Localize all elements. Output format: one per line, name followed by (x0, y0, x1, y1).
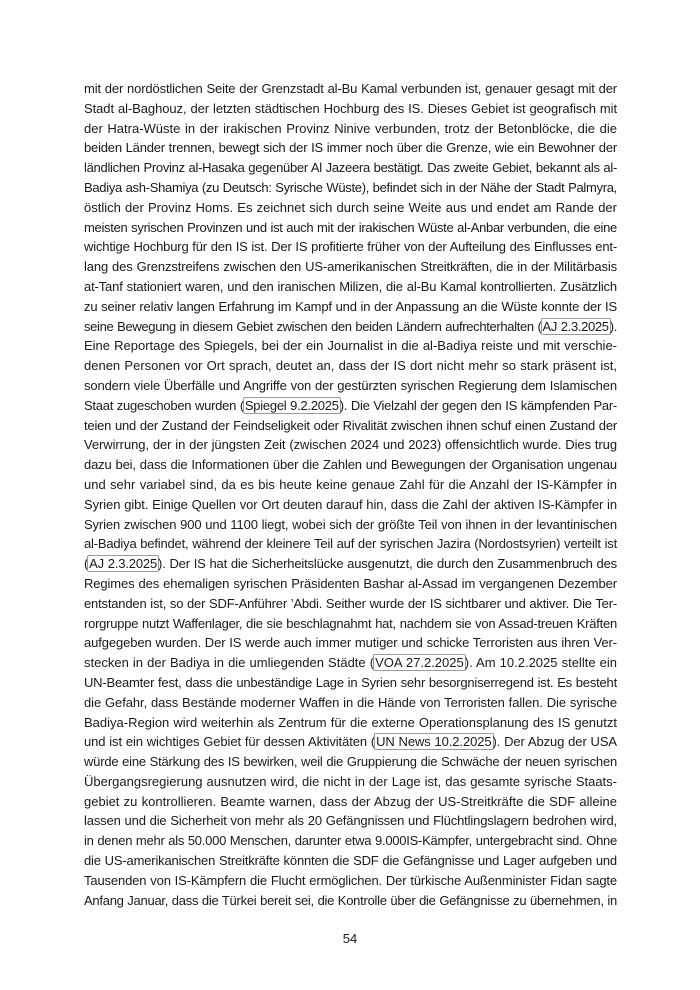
text-line (84, 653, 617, 673)
text-line (84, 732, 617, 752)
text-line: Anfang Januar, dass die Türkei bereit sei, die Kontrolle über die Gefängnisse zu übernehmen, in (84, 892, 617, 908)
text-line: Regimes des ehemaligen syrischen Präsidenten Bashar al-Assad im vergangenen Dezember (84, 575, 617, 591)
text-line: Übergangsregierung ausnutzen wird, die nicht in der Lage ist, das gesamte syrische Staats- (84, 773, 617, 789)
text-line: al-Badiya befindet, während der kleinere Teil auf der syrischen Jazira (Nordostsyrien) verteilt ist (84, 536, 617, 552)
text-fragment: ). Die Vielzahl der gegen den IS kämpfenden Par- (339, 397, 617, 413)
text-fragment: seine Bewegung in diesem Gebiet zwischen den beiden Ländern aufrechterhalten ( (84, 318, 542, 334)
text-line: aufgegeben wurden. Der IS werde auch immer mutiger und schicke Terroristen aus ihren Ver- (84, 635, 617, 651)
text-fragment: und ist ein wichtiges Gebiet für dessen Aktivitäten ( (84, 734, 376, 750)
text-line: lang des Grenzstreifens zwischen den US-amerikanischen Streitkräften, die in der Militärbasis (84, 259, 617, 275)
text-line: beiden Länder trennen, bewegt sich der IS immer noch über die Grenze, wie ein Bewohner der (84, 140, 617, 156)
text-line: der Hatra-Wüste in der irakischen Provinz Ninive verbunden, trotz der Betonblöcke, die die (84, 120, 617, 136)
text-line: in denen mehr als 50.000 Menschen, darunter etwa 9.000IS-Kämpfer, untergebracht sind. Ohne (84, 833, 617, 849)
text-line: würde eine Stärkung des IS bewirken, weil die Gruppierung die Schwäche der neuen syrischen (84, 754, 617, 770)
text-line: entstanden ist, so der SDF-Anführer ’Abdi. Seither wurde der IS sichtbarer und aktiver. Die Ter- (84, 595, 617, 611)
text-fragment: ( (84, 556, 89, 572)
text-line: Badiya ash-Shamiya (zu Deutsch: Syrische Wüste), befindet sich in der Nähe der Stadt Palmyra, (84, 179, 617, 195)
citation-link[interactable]: AJ 2.3.2025 (542, 318, 609, 334)
text-line: Badiya-Region wird weiterhin als Zentrum für die externe Operationsplanung des IS genutzt (84, 714, 617, 730)
text-line: Stadt al-Baghouz, der letzten städtischen Hochburg des IS. Dieses Gebiet ist geografisch mit (84, 100, 617, 116)
text-line: Syrien gibt. Einige Quellen vor Ort deuten darauf hin, dass die Zahl der aktiven IS-Kämpfer in (84, 496, 617, 512)
text-line: teien und der Zustand der Feindseligkeit oder Rivalität zwischen ihnen schuf einen Zustand der (84, 417, 617, 433)
text-line: denen Personen vor Ort sprach, deutet an, dass der IS dort nicht mehr so stark präsent ist, (84, 358, 617, 374)
text-line: Verwirrung, der in der jüngsten Zeit (zwischen 2024 und 2023) offensichtlich wurde. Dies trug (84, 437, 617, 453)
citation-link[interactable]: UN News 10.2.2025 (376, 734, 492, 750)
text-fragment: stecken in der Badiya in die umliegenden Städte ( (84, 655, 375, 671)
text-line: die US-amerikanischen Streitkräfte könnten die SDF die Gefängnisse und Lager aufgeben und (84, 853, 617, 869)
text-fragment: ). Am 10.2.2025 stellte ein (464, 655, 617, 671)
text-fragment: ). Der IS hat die Sicherheitslücke ausgenutzt, die durch den Zusammenbruch des (158, 556, 617, 572)
citation-link[interactable]: AJ 2.3.2025 (89, 556, 158, 572)
text-line: meisten syrischen Provinzen und ist auch mit der irakischen Wüste al-Anbar verbunden, die eine (84, 219, 617, 235)
text-line: UN-Beamter fest, dass die unbeständige Lage in Syrien sehr besorgniserregend ist. Es besteht (84, 674, 617, 690)
text-line: wichtige Hochburg für den IS ist. Der IS profitierte früher von der Aufteilung des Einflusses ent- (84, 239, 617, 255)
text-line: sondern viele Überfälle und Angriffe von der gestürzten syrischen Regierung dem Islamischen (84, 377, 617, 393)
body-text (84, 79, 617, 910)
citation-link[interactable]: Spiegel 9.2.2025 (244, 397, 339, 413)
text-line: Tausenden von IS-Kämpfern die Flucht ermöglichen. Der türkische Außenminister Fidan sagte (84, 872, 617, 888)
text-line (84, 317, 617, 337)
page-number: 54 (342, 931, 358, 946)
text-line: rorgruppe nutzt Waffenlager, die sie beschlagnahmt hat, nachdem sie von Assad-treuen Kräften (84, 615, 617, 631)
text-line: zu seiner relativ langen Erfahrung im Kampf und in der Anpassung an die Wüste konnte der IS (84, 298, 617, 314)
text-line: mit der nordöstlichen Seite der Grenzstadt al-Bu Kamal verbunden ist, genauer gesagt mit der (84, 81, 617, 96)
text-line: und sehr variabel sind, da es bis heute keine genaue Zahl für die Anzahl der IS-Kämpfer in (84, 476, 617, 492)
citation-link[interactable]: VOA 27.2.2025 (375, 655, 464, 671)
text-line: dazu bei, dass die Informationen über die Zahlen und Bewegungen der Organisation ungenau (84, 457, 617, 473)
text-line (84, 396, 617, 416)
text-line: die Gefahr, dass Bestände moderner Waffen in die Hände von Terroristen fallen. Die syrische (84, 694, 617, 710)
text-line (84, 554, 617, 574)
text-fragment: Staat zugeschoben wurden ( (84, 397, 244, 413)
text-line: Syrien zwischen 900 und 1100 liegt, wobei sich der größte Teil von ihnen in der levantinischen (84, 516, 617, 532)
text-fragment: ). (609, 318, 617, 334)
text-fragment: ). Der Abzug der USA (492, 734, 617, 750)
text-line: gebiet zu kontrollieren. Beamte warnen, dass der Abzug der US-Streitkräfte die SDF alleine (84, 793, 617, 809)
text-line: at-Tanf stationiert waren, und den iranischen Milizen, die al-Bu Kamal kontrollierten. Zusätzlich (84, 278, 617, 294)
text-line: Eine Reportage des Spiegels, bei der ein Journalist in die al-Badiya reiste und mit verschie- (84, 338, 617, 354)
text-line: ländlichen Provinz al-Hasaka gegenüber Al Jazeera bestätigt. Das zweite Gebiet, bekannt als al- (84, 160, 617, 176)
text-line: östlich der Provinz Homs. Es zeichnet sich durch seine Weite aus und endet am Rande der (84, 199, 617, 215)
text-line: lassen und die Sicherheit von mehr als 20 Gefängnissen und Flüchtlingslagern bedrohen wird, (84, 813, 617, 829)
